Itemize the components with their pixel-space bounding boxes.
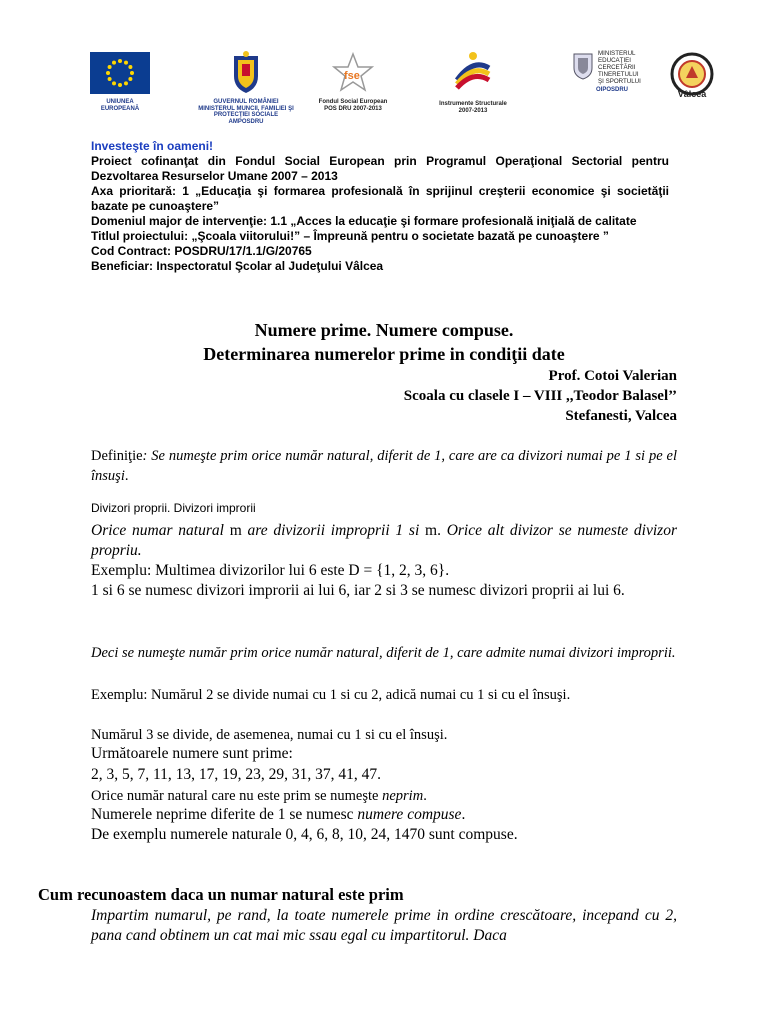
fse-logo xyxy=(313,52,393,112)
deci-paragraph xyxy=(91,643,677,663)
neprim-line xyxy=(91,786,677,806)
main-title: Numere prime. Numere compuse. xyxy=(254,320,514,340)
project-title: Titlul proiectului: „Şcoala viitorului!” – Împreună pentru o societate bazată pe cunoaştere ” xyxy=(91,229,609,243)
eu-flag-icon xyxy=(90,52,150,94)
primes-intro: Următoarele numere sunt prime: xyxy=(91,745,293,762)
example2-paragraph: Exemplu: Numărul 2 se divide numai cu 1 si cu 2, adică numai cu 1 si cu el însuşi. xyxy=(91,687,571,703)
romania-coat-icon xyxy=(230,50,262,94)
project-beneficiary: Beneficiar: Inspectoratul Şcolar al Judeţului Vâlcea xyxy=(91,259,384,273)
government-caption: GUVERNUL ROMÂNIEI MINISTERUL MUNCII, FAMILIEI ŞI PROTECŢIEI SOCIALE AMPOSDRU xyxy=(198,99,294,125)
compuse-word: numere compuse xyxy=(357,806,462,823)
instrumente-logo xyxy=(428,50,518,114)
neprim-post: . xyxy=(423,788,427,804)
sub-title: Determinarea numerelor prime in condiţii date xyxy=(203,344,565,364)
compuse-example: De exemplu numerele naturale 0, 4, 6, 8, 10, 24, 1470 sunt compuse. xyxy=(91,826,518,843)
divizori-paragraph xyxy=(91,521,677,601)
ministry-crest-icon xyxy=(572,50,594,80)
divizori-heading: Divizori proprii. Divizori improrii xyxy=(91,501,256,515)
svg-text:fse: fse xyxy=(344,70,360,82)
compuse-line xyxy=(91,805,677,825)
definition-label: Definiţie xyxy=(91,448,143,464)
invest-slogan: Investeşte în oameni! xyxy=(91,139,214,153)
ribbon-logo-icon xyxy=(451,50,495,96)
example3-paragraph: Numărul 3 se divide, de asemenea, numai cu 1 si cu el însuşi. xyxy=(91,727,448,743)
deci-text: Deci se numeşte număr prim orice număr natural, diferit de 1, care admite numai divizori improprii. xyxy=(91,645,676,661)
divizori-explain: 1 si 6 se numesc divizori improrii ai lui 6, iar 2 si 3 se numesc divizori proprii ai lui 6. xyxy=(91,582,625,599)
divizori-m1: m xyxy=(223,522,248,539)
neprim-pre: Orice număr natural care nu este prim se numeşte xyxy=(91,788,383,804)
divizori-part1: Orice numar natural xyxy=(91,522,224,539)
school-seal-logo xyxy=(667,52,717,99)
compuse-post: . xyxy=(461,806,466,823)
compuse-pre: Numerele neprime diferite de 1 se numesc xyxy=(91,806,358,823)
divizori-m2: m. xyxy=(419,522,447,539)
fse-caption: Fondul Social European POS DRU 2007-2013 xyxy=(318,99,388,112)
project-contract: Cod Contract: POSDRU/17/1.1/G/20765 xyxy=(91,244,312,258)
oiposdru-caption: OIPOSDRU xyxy=(596,87,629,93)
school-name: Scoala cu clasele I – VIII ,,Teodor Balasel’’ xyxy=(403,388,677,404)
definition-colon: : xyxy=(142,448,148,464)
star-logo-icon xyxy=(332,52,374,94)
school-location: Stefanesti, Valcea xyxy=(565,408,677,424)
school-seal-caption: Vâlcea xyxy=(677,89,707,99)
neprim-word: neprim xyxy=(382,788,424,804)
instrumente-caption: Instrumente Structurale 2007-2013 xyxy=(439,101,507,114)
divizori-part3: Orice alt divizor se numeste divizor propriu. xyxy=(91,522,677,559)
section-paragraph xyxy=(91,906,677,946)
divizori-example: Exemplu: Multimea divizorilor lui 6 este D = {1, 2, 3, 6}. xyxy=(91,562,450,579)
government-logo xyxy=(196,50,296,125)
section-text: Impartim numarul, pe rand, la toate numerele prime in ordine crescătoare, incepand cu 2, pana cand obtinem un cat mai mic ssau egal cu impartitorul. Daca xyxy=(91,907,677,944)
project-domain: Domeniul major de intervenţie: 1.1 „Acces la educaţie şi formare profesională iniţială de calitate xyxy=(91,214,637,228)
definition-end: . xyxy=(124,468,129,484)
project-info xyxy=(91,139,669,274)
ministry-logo xyxy=(572,50,654,94)
section-heading: Cum recunoastem daca un numar natural este prim xyxy=(38,885,404,904)
eu-logo xyxy=(88,52,152,112)
definition-text: Se numeşte prim orice număr natural, diferit de 1, care are ca divizori numai pe 1 si pe el însuşi xyxy=(91,448,677,484)
eu-caption: UNIUNEA EUROPEANĂ xyxy=(100,99,140,112)
definition-paragraph xyxy=(91,446,677,486)
author-name: Prof. Cotoi Valerian xyxy=(548,368,677,384)
ministry-name: MINISTERUL EDUCAŢIEI CERCETĂRII TINERETULUI ŞI SPORTULUI xyxy=(598,50,641,85)
divizori-part2: are divizorii improprii 1 si xyxy=(247,522,420,539)
project-cofinance: Proiect cofinanţat din Fondul Social European prin Programul Operaţional Sectorial pentru Dezvoltarea Resurselor Umane 2007 – 2013 xyxy=(91,154,669,183)
project-axis: Axa prioritară: 1 „Educaţia şi formarea profesională în sprijinul creşterii economice şi societăţii bazate pe cunoaştere” xyxy=(91,184,669,213)
primes-list: 2, 3, 5, 7, 11, 13, 17, 19, 23, 29, 31, 37, 41, 47. xyxy=(91,766,382,783)
